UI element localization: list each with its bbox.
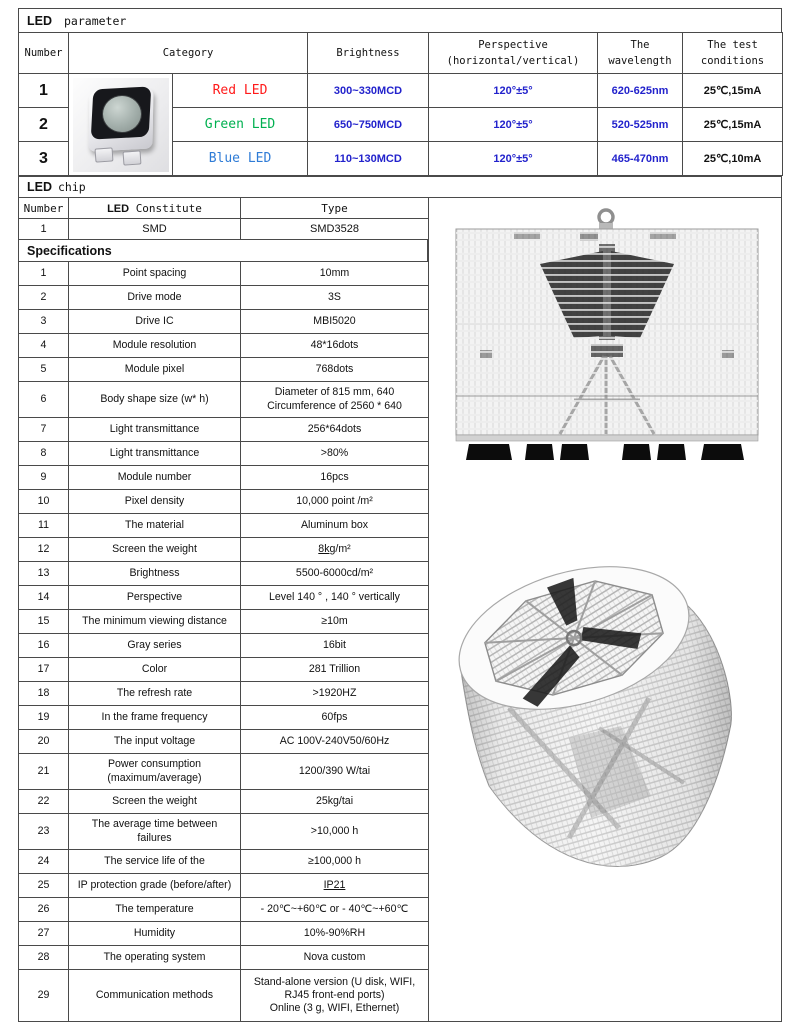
spec-row-22 xyxy=(19,790,429,814)
led-photo-cell xyxy=(69,74,173,176)
spec-name: Module number xyxy=(69,466,241,490)
spec-row-13 xyxy=(19,562,429,586)
chip-header-bold: LED xyxy=(107,202,130,215)
spec-name: The material xyxy=(69,514,241,538)
band-title-rest: chip xyxy=(58,180,86,194)
spec-row-29 xyxy=(19,970,429,1022)
spec-row-27 xyxy=(19,922,429,946)
header-line: Perspective xyxy=(478,38,548,51)
spec-row-16 xyxy=(19,634,429,658)
spec-name: IP protection grade (before/after) xyxy=(69,874,241,898)
spec-row-9 xyxy=(19,466,429,490)
spec-value: MBI5020 xyxy=(241,310,429,334)
header-category: Category xyxy=(69,33,308,74)
spec-number: 21 xyxy=(19,754,69,790)
spec-name: Point spacing xyxy=(69,262,241,286)
spec-number: 28 xyxy=(19,946,69,970)
spec-name: Drive IC xyxy=(69,310,241,334)
chip-header-rest: Constitute xyxy=(135,201,202,215)
spec-name: Light transmittance xyxy=(69,442,241,466)
chip-constitute: SMD xyxy=(69,219,241,240)
spec-row-28 xyxy=(19,946,429,970)
spec-number: 26 xyxy=(19,898,69,922)
spec-row-11 xyxy=(19,514,429,538)
spec-name: Screen the weight xyxy=(69,790,241,814)
spec-row-15 xyxy=(19,610,429,634)
spec-value: ≥100,000 h xyxy=(241,850,429,874)
spec-number: 10 xyxy=(19,490,69,514)
spec-value: Diameter of 815 mm, 640 Circumference of 2560 * 640 xyxy=(241,382,429,418)
spec-value: 8kg/m² xyxy=(241,538,429,562)
spec-value: 10%-90%RH xyxy=(241,922,429,946)
row-number: 1 xyxy=(19,74,69,108)
mesh-cylinder-front xyxy=(456,229,758,441)
product-images-cell xyxy=(428,197,782,1022)
row-number: 2 xyxy=(19,108,69,142)
spec-value: Level 140 ° , 140 ° vertically xyxy=(241,586,429,610)
led-category-label: Red LED xyxy=(173,74,308,108)
header-conditions xyxy=(683,33,783,74)
spec-value: 3S xyxy=(241,286,429,310)
conditions-value: 25℃,15mA xyxy=(683,74,783,108)
spec-row-5 xyxy=(19,358,429,382)
spec-number: 9 xyxy=(19,466,69,490)
header-row xyxy=(19,33,783,74)
spec-number: 20 xyxy=(19,730,69,754)
spec-name: The service life of the xyxy=(69,850,241,874)
conditions-value: 25℃,10mA xyxy=(683,142,783,176)
spec-row-26 xyxy=(19,898,429,922)
spec-row-10 xyxy=(19,490,429,514)
led-category-label: Green LED xyxy=(173,108,308,142)
spec-number: 25 xyxy=(19,874,69,898)
chip-header-row xyxy=(19,198,429,219)
perspective-value: 120°±5° xyxy=(429,142,598,176)
wavelength-value: 520-525nm xyxy=(598,108,683,142)
spec-number: 2 xyxy=(19,286,69,310)
spec-value: 1200/390 W/tai xyxy=(241,754,429,790)
spec-value: 281 Trillion xyxy=(241,658,429,682)
spec-number: 13 xyxy=(19,562,69,586)
brightness-value: 650~750MCD xyxy=(308,108,429,142)
spec-number: 8 xyxy=(19,442,69,466)
spec-number: 1 xyxy=(19,262,69,286)
spec-name: Module pixel xyxy=(69,358,241,382)
spec-row-23 xyxy=(19,814,429,850)
spec-row-3 xyxy=(19,310,429,334)
chip-header-number: Number xyxy=(19,198,69,219)
spec-number: 14 xyxy=(19,586,69,610)
header-brightness: Brightness xyxy=(308,33,429,74)
spec-number: 15 xyxy=(19,610,69,634)
spec-name: Communication methods xyxy=(69,970,241,1022)
spec-value: AC 100V-240V50/60Hz xyxy=(241,730,429,754)
spec-row-8 xyxy=(19,442,429,466)
spec-name: Perspective xyxy=(69,586,241,610)
spec-number: 18 xyxy=(19,682,69,706)
spec-name: The refresh rate xyxy=(69,682,241,706)
led-leg xyxy=(122,150,141,165)
led-leg xyxy=(94,147,113,162)
smd-led-photo xyxy=(73,78,169,172)
header-line: (horizontal/vertical) xyxy=(446,55,580,67)
spec-number: 22 xyxy=(19,790,69,814)
spec-row-12 xyxy=(19,538,429,562)
spec-value: 60fps xyxy=(241,706,429,730)
spec-number: 29 xyxy=(19,970,69,1022)
spec-number: 4 xyxy=(19,334,69,358)
spec-name: Module resolution xyxy=(69,334,241,358)
spec-value: 768dots xyxy=(241,358,429,382)
header-line: The xyxy=(630,38,650,51)
led-category-label: Blue LED xyxy=(173,142,308,176)
spec-value: 256*64dots xyxy=(241,418,429,442)
spec-row-2 xyxy=(19,286,429,310)
brightness-value: 300~330MCD xyxy=(308,74,429,108)
spec-value: Stand-alone version (U disk, WIFI, RJ45 front-end ports) Online (3 g, WIFI, Ethernet) xyxy=(241,970,429,1022)
spec-value: 10,000 point /m² xyxy=(241,490,429,514)
spec-number: 7 xyxy=(19,418,69,442)
wavelength-value: 620-625nm xyxy=(598,74,683,108)
spec-row-14 xyxy=(19,586,429,610)
spec-row-7 xyxy=(19,418,429,442)
spec-number: 16 xyxy=(19,634,69,658)
spec-name: Brightness xyxy=(69,562,241,586)
spec-value: Aluminum box xyxy=(241,514,429,538)
band-title-rest: parameter xyxy=(64,13,127,28)
spec-number: 19 xyxy=(19,706,69,730)
spec-value: ≥10m xyxy=(241,610,429,634)
spec-value: IP21 xyxy=(241,874,429,898)
spec-name: Power consumption (maximum/average) xyxy=(69,754,241,790)
header-wavelength xyxy=(598,33,683,74)
led-parameter-header xyxy=(19,33,783,74)
spec-name: Gray series xyxy=(69,634,241,658)
header-line: The test xyxy=(707,38,758,51)
spec-name: Body shape size (w* h) xyxy=(69,382,241,418)
led-chip-table xyxy=(18,197,429,240)
spec-name: In the frame frequency xyxy=(69,706,241,730)
spec-value: - 20℃~+60℃ or - 40℃~+60℃ xyxy=(241,898,429,922)
spec-name: Drive mode xyxy=(69,286,241,310)
led-row-red xyxy=(19,74,783,108)
spec-row-6 xyxy=(19,382,429,418)
spec-name: The temperature xyxy=(69,898,241,922)
spec-number: 5 xyxy=(19,358,69,382)
spec-row-18 xyxy=(19,682,429,706)
spec-row-19 xyxy=(19,706,429,730)
spec-number: 27 xyxy=(19,922,69,946)
spec-name: The minimum viewing distance xyxy=(69,610,241,634)
led-cylinder-perspective-view-image xyxy=(449,528,759,874)
specifications-title: Specifications xyxy=(27,243,112,258)
chip-type: SMD3528 xyxy=(241,219,429,240)
header-line: wavelength xyxy=(608,55,672,67)
spec-name: The input voltage xyxy=(69,730,241,754)
spec-value: 16bit xyxy=(241,634,429,658)
spec-name: Humidity xyxy=(69,922,241,946)
spec-number: 23 xyxy=(19,814,69,850)
spec-number: 11 xyxy=(19,514,69,538)
spec-value: 5500-6000cd/m² xyxy=(241,562,429,586)
perspective-value: 120°±5° xyxy=(429,108,598,142)
led-chip-band xyxy=(18,176,782,198)
spec-name: Pixel density xyxy=(69,490,241,514)
led-cylinder-front-view-image xyxy=(454,204,760,472)
band-title-bold: LED xyxy=(27,180,52,194)
spec-value: >1920HZ xyxy=(241,682,429,706)
spec-row-21 xyxy=(19,754,429,790)
spec-name: Screen the weight xyxy=(69,538,241,562)
spec-value: 48*16dots xyxy=(241,334,429,358)
spec-value: 25kg/tai xyxy=(241,790,429,814)
header-number: Number xyxy=(19,33,69,74)
specifications-table xyxy=(18,261,429,1022)
led-lens xyxy=(102,95,142,133)
header-perspective xyxy=(429,33,598,74)
led-parameter-table xyxy=(18,32,783,176)
spec-row-25 xyxy=(19,874,429,898)
base-feet xyxy=(466,444,744,460)
spec-value: Nova custom xyxy=(241,946,429,970)
spec-number: 12 xyxy=(19,538,69,562)
brightness-value: 110~130MCD xyxy=(308,142,429,176)
header-line: conditions xyxy=(700,55,765,67)
hanging-ring-icon xyxy=(599,210,613,229)
specifications-band xyxy=(18,239,428,262)
spec-value: >10,000 h xyxy=(241,814,429,850)
spec-number: 3 xyxy=(19,310,69,334)
spec-number: 17 xyxy=(19,658,69,682)
spec-row-17 xyxy=(19,658,429,682)
spec-value: >80% xyxy=(241,442,429,466)
spec-value: 16pcs xyxy=(241,466,429,490)
spec-name: The average time between failures xyxy=(69,814,241,850)
led-parameter-band xyxy=(18,8,782,33)
wavelength-value: 465-470nm xyxy=(598,142,683,176)
conditions-value: 25℃,15mA xyxy=(683,108,783,142)
spec-row-24 xyxy=(19,850,429,874)
chip-number: 1 xyxy=(19,219,69,240)
spec-row-20 xyxy=(19,730,429,754)
row-number: 3 xyxy=(19,142,69,176)
spec-number: 6 xyxy=(19,382,69,418)
specifications-body xyxy=(19,262,429,1022)
chip-header-constitute xyxy=(69,198,241,219)
spec-name: Light transmittance xyxy=(69,418,241,442)
band-title-bold: LED xyxy=(27,13,52,28)
perspective-value: 120°±5° xyxy=(429,74,598,108)
spec-row-4 xyxy=(19,334,429,358)
spec-name: The operating system xyxy=(69,946,241,970)
chip-header-type: Type xyxy=(241,198,429,219)
spec-number: 24 xyxy=(19,850,69,874)
chip-row xyxy=(19,219,429,240)
spec-row-1 xyxy=(19,262,429,286)
spec-value: 10mm xyxy=(241,262,429,286)
spec-name: Color xyxy=(69,658,241,682)
